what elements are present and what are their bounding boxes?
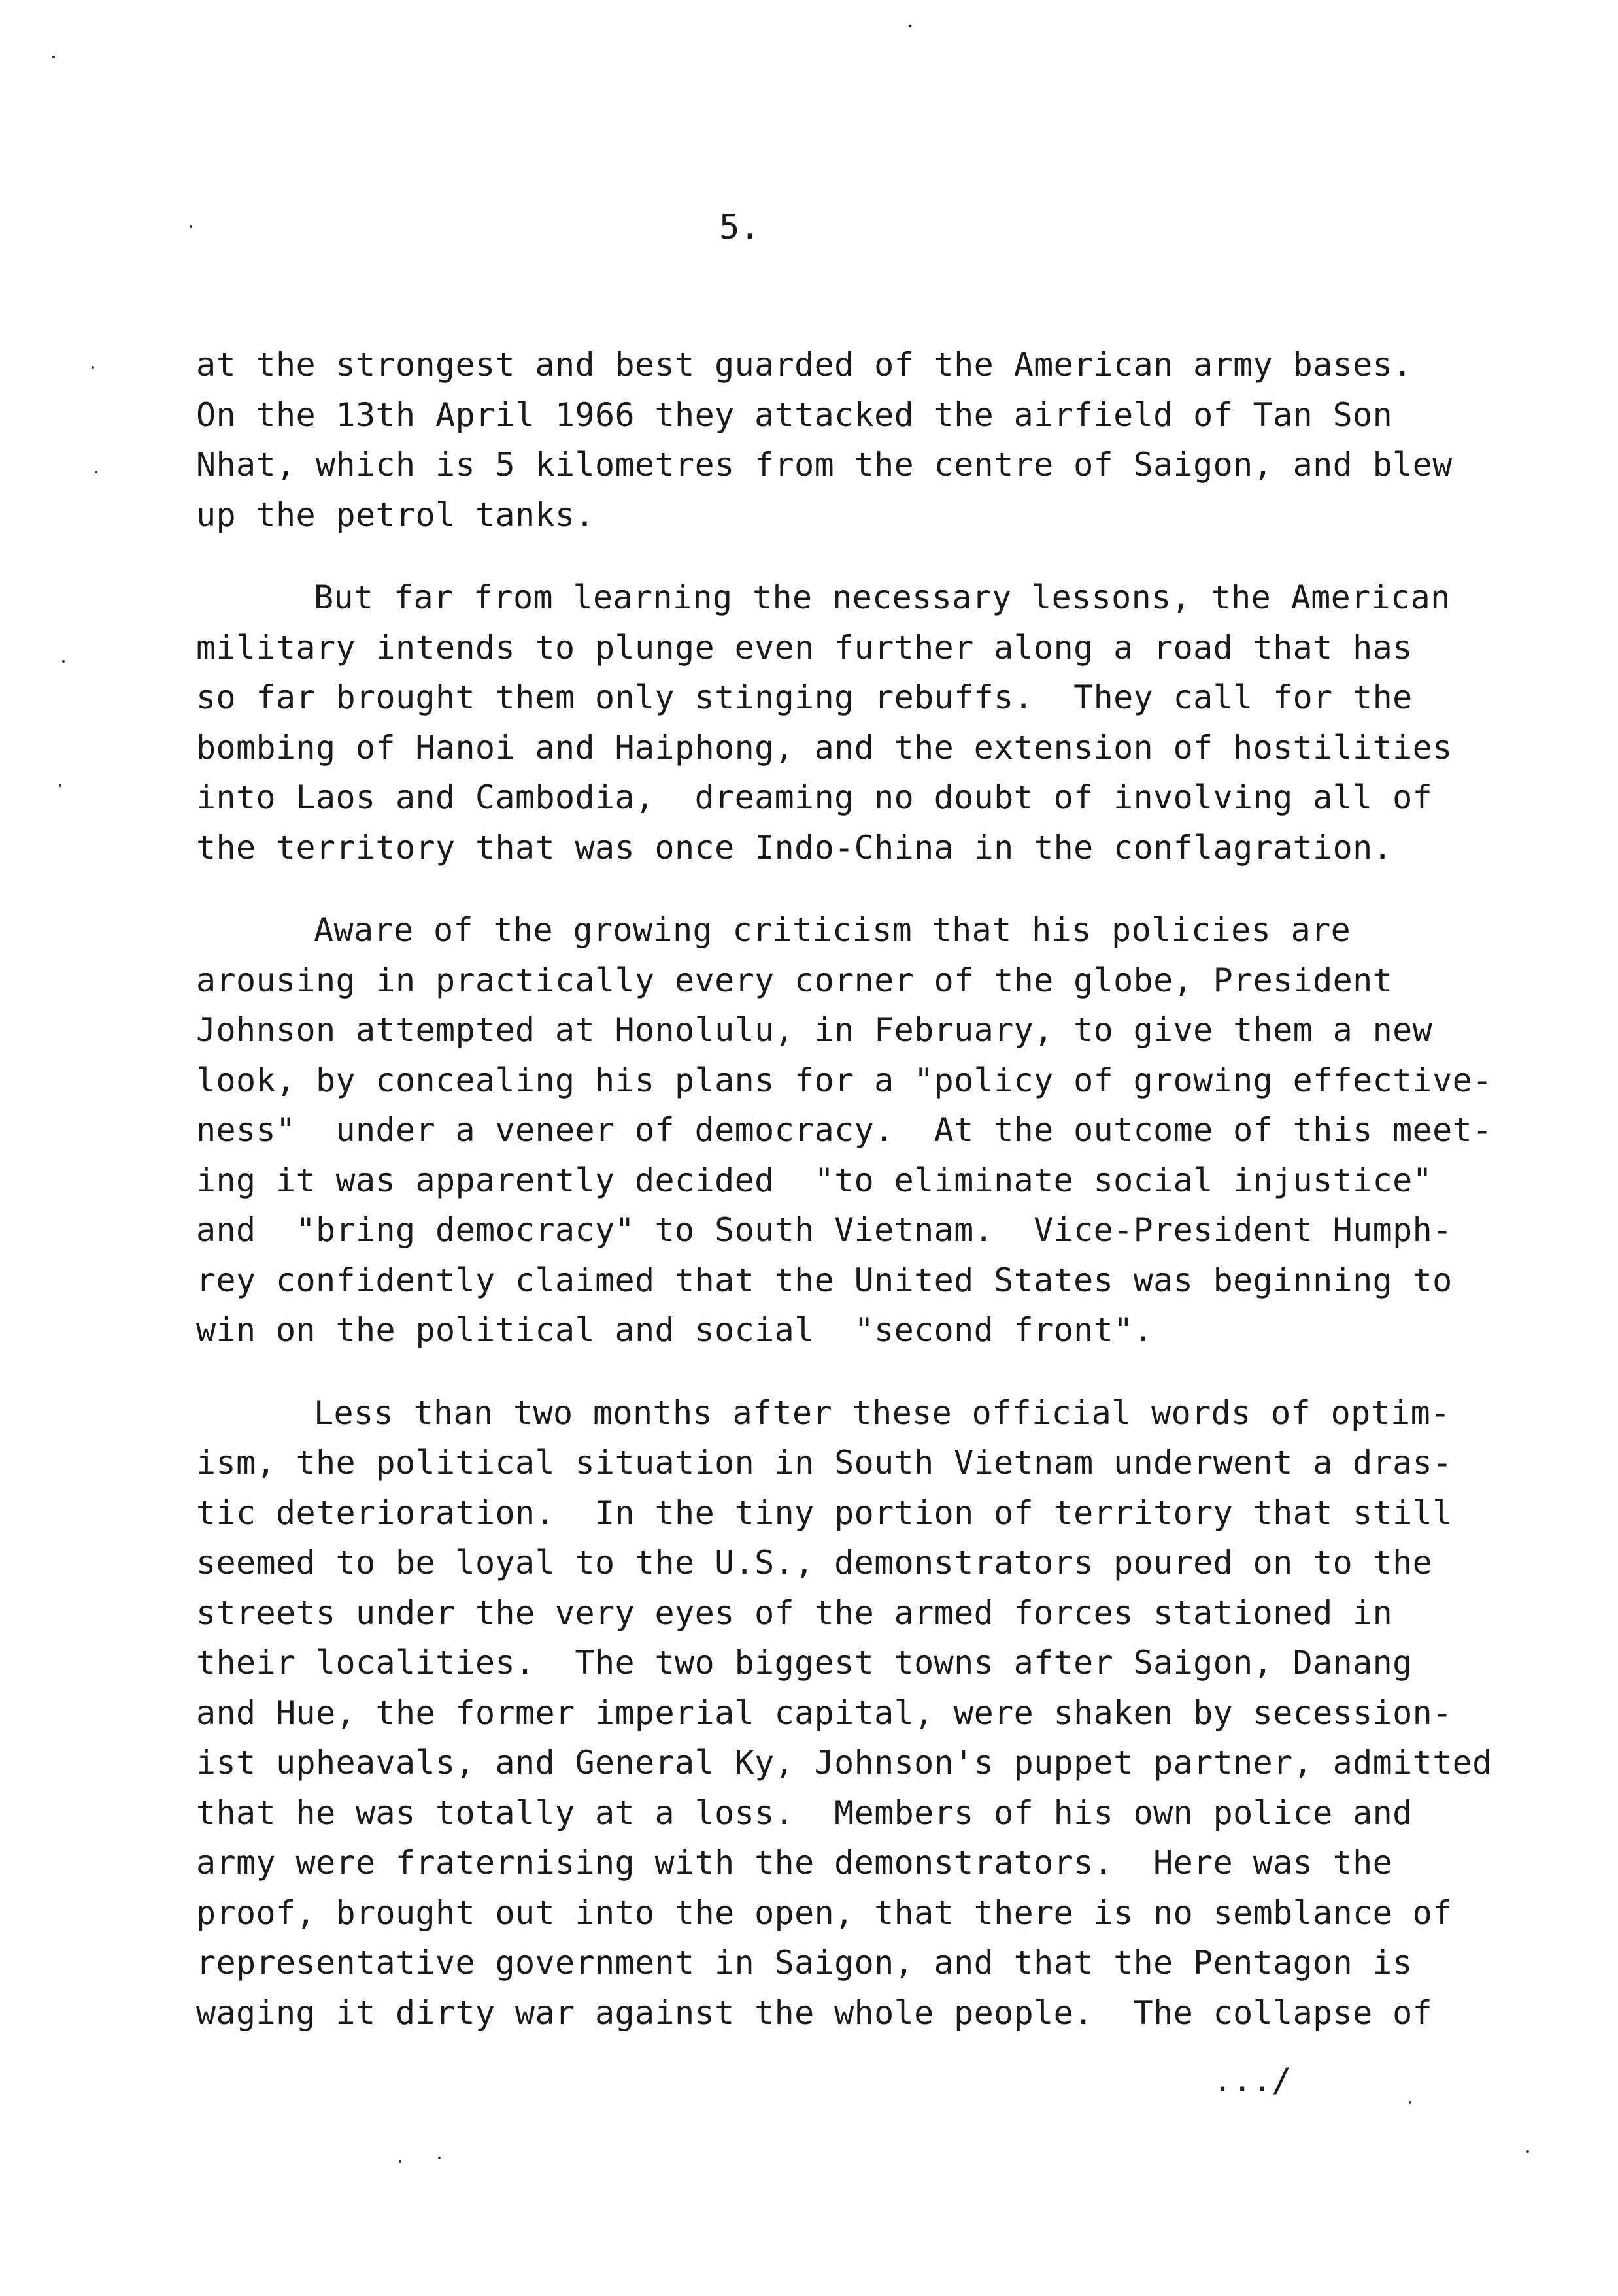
text-line: ing it was apparently decided "to eliminate social injustice" [196,1161,1433,1199]
scan-speck [399,2160,401,2163]
scan-speck [190,225,192,228]
text-line: Aware of the growing criticism that his policies are [314,911,1351,949]
scan-speck [1409,2101,1411,2104]
scan-speck [52,56,55,58]
text-line: army were fraternising with the demonstrators. Here was the [196,1844,1393,1882]
paragraph-2 [196,573,1491,873]
text-line: into Laos and Cambodia, dreaming no doubt of involving all of [196,778,1433,816]
page-number: 5. [719,208,760,247]
text-line: streets under the very eyes of the armed forces stationed in [196,1593,1393,1632]
paragraph-3 [196,905,1491,1356]
text-line: Nhat, which is 5 kilometres from the centre of Saigon, and blew [196,446,1453,484]
text-line: But far from learning the necessary lessons, the American [314,578,1451,616]
text-line: their localities. The two biggest towns after Saigon, Danang [196,1644,1413,1682]
text-line: bombing of Hanoi and Haiphong, and the extension of hostilities [196,728,1453,767]
text-line: that he was totally at a loss. Members of his own police and [196,1793,1413,1832]
scan-speck [92,366,94,369]
text-line: seemed to be loyal to the U.S., demonstrators poured on to the [196,1544,1433,1582]
text-line: ness" under a veneer of democracy. At the outcome of this meet- [196,1111,1492,1149]
text-line: Johnson attempted at Honolulu, in February, to give them a new [196,1011,1433,1049]
text-line: and "bring democracy" to South Vietnam. Vice-President Humph- [196,1211,1453,1249]
text-line: rey confidently claimed that the United States was beginning to [196,1261,1453,1299]
text-line: ist upheavals, and General Ky, Johnson's puppet partner, admitted [196,1744,1492,1782]
scan-speck [1526,2150,1529,2153]
scan-speck [909,25,911,27]
text-line: On the 13th April 1966 they attacked the airfield of Tan Son [196,395,1393,434]
text-line: ism, the political situation in South Vietnam underwent a dras- [196,1444,1453,1482]
text-line: up the petrol tanks. [196,495,596,534]
scan-speck [438,2157,441,2159]
continuation-mark: .../ [1213,2061,1292,2099]
scan-speck [59,784,61,787]
text-line: and Hue, the former imperial capital, were shaken by secession- [196,1693,1453,1732]
text-line: Less than two months after these official words of optim- [314,1393,1451,1432]
text-line: tic deterioration. In the tiny portion of territory that still [196,1493,1453,1532]
body-text [196,340,1491,2071]
text-line: military intends to plunge even further along a road that has [196,628,1413,667]
text-line: look, by concealing his plans for a "policy of growing effective- [196,1061,1492,1099]
text-line: so far brought them only stinging rebuffs. They call for the [196,678,1413,716]
scan-speck [62,660,65,663]
text-line: representative government in Saigon, and that the Pentagon is [196,1944,1413,1982]
text-line: proof, brought out into the open, that there is no semblance of [196,1893,1453,1932]
text-line: the territory that was once Indo-China in the conflagration. [196,828,1393,867]
paragraph-4 [196,1388,1491,2038]
text-line: at the strongest and best guarded of the American army bases. [196,346,1413,384]
paragraph-1 [196,340,1491,540]
text-line: arousing in practically every corner of the globe, President [196,961,1393,999]
scan-speck [95,471,97,473]
text-line: win on the political and social "second front". [196,1311,1154,1349]
text-line: waging it dirty war against the whole people. The collapse of [196,1993,1433,2032]
